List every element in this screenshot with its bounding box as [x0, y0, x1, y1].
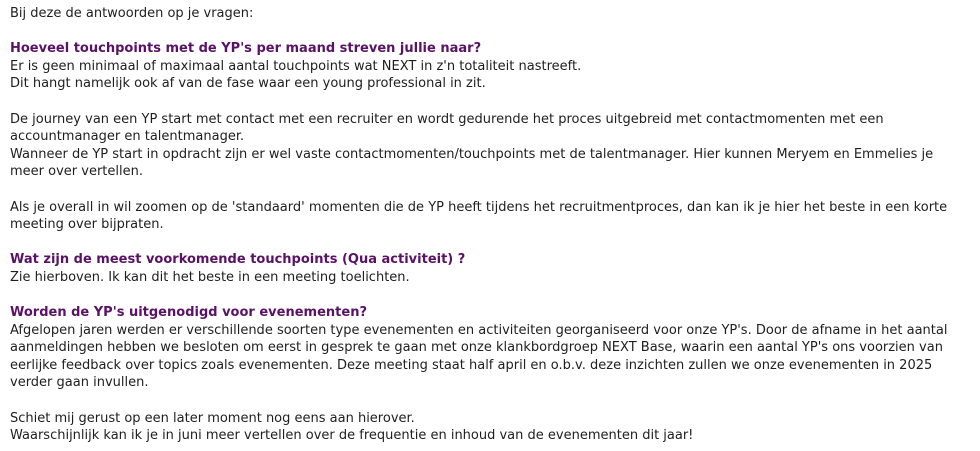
answer-1-journey: De journey van een YP start met contact met een recruiter en wordt gedurende het proces uitgebreid met contactmomenten met een accountmanager en talentmanager.: [10, 111, 884, 145]
question-2-heading: Wat zijn de meest voorkomende touchpoints (Qua activiteit) ?: [10, 252, 466, 268]
closing-line-2: Waarschijnlijk kan ik je in juni meer vertellen over de frequentie en inhoud van de evenementen dit jaar!: [10, 428, 694, 444]
answer-1-line-2: Dit hangt namelijk ook af van de fase waar een young professional in zit.: [10, 76, 486, 92]
spacer: [10, 93, 970, 111]
answer-1-meeting: Als je overall in wil zoomen op de 'standaard' momenten die de YP heeft tijdens het recruitmentproces, dan kan ik je hier het beste in een korte meeting over bijpraten.: [10, 199, 948, 233]
answer-2: Zie hierboven. Ik kan dit het beste in een meeting toelichten.: [10, 269, 410, 285]
question-3-heading: Worden de YP's uitgenodigd voor evenementen?: [10, 305, 367, 321]
question-1-heading: Hoeveel touchpoints met de YP's per maand streven jullie naar?: [10, 41, 482, 57]
spacer: [10, 23, 970, 41]
spacer: [10, 287, 970, 305]
intro-text: Bij deze de antwoorden op je vragen:: [10, 6, 254, 21]
spacer: [10, 181, 970, 199]
spacer: [10, 392, 970, 410]
answer-1-talentmanager: Wanneer de YP start in opdracht zijn er wel vaste contactmomenten/touchpoints met de talentmanager. Hier kunnen Meryem en Emmelies je meer over vertellen.: [10, 146, 934, 180]
answer-1-line-1: Er is geen minimaal of maximaal aantal touchpoints wat NEXT in z'n totaliteit nastreeft.: [10, 58, 582, 74]
closing-line-1: Schiet mij gerust op een later moment nog eens aan hierover.: [10, 410, 415, 426]
answer-3: Afgelopen jaren werden er verschillende soorten type evenementen en activiteiten georganiseerd voor onze YP's. Door de afname in het aantal aanmeldingen hebben we besloten om eerst in gesprek te gaan met onze klankbordgroep NEXT Base, waarin een aantal YP's ons voorzien van eerlijke feedback over topics zoals evenementen. Deze meeting staat half april en o.b.v. deze inzichten zullen we onze evenementen in 2025 verder gaan invullen.: [10, 322, 948, 391]
spacer: [10, 234, 970, 252]
